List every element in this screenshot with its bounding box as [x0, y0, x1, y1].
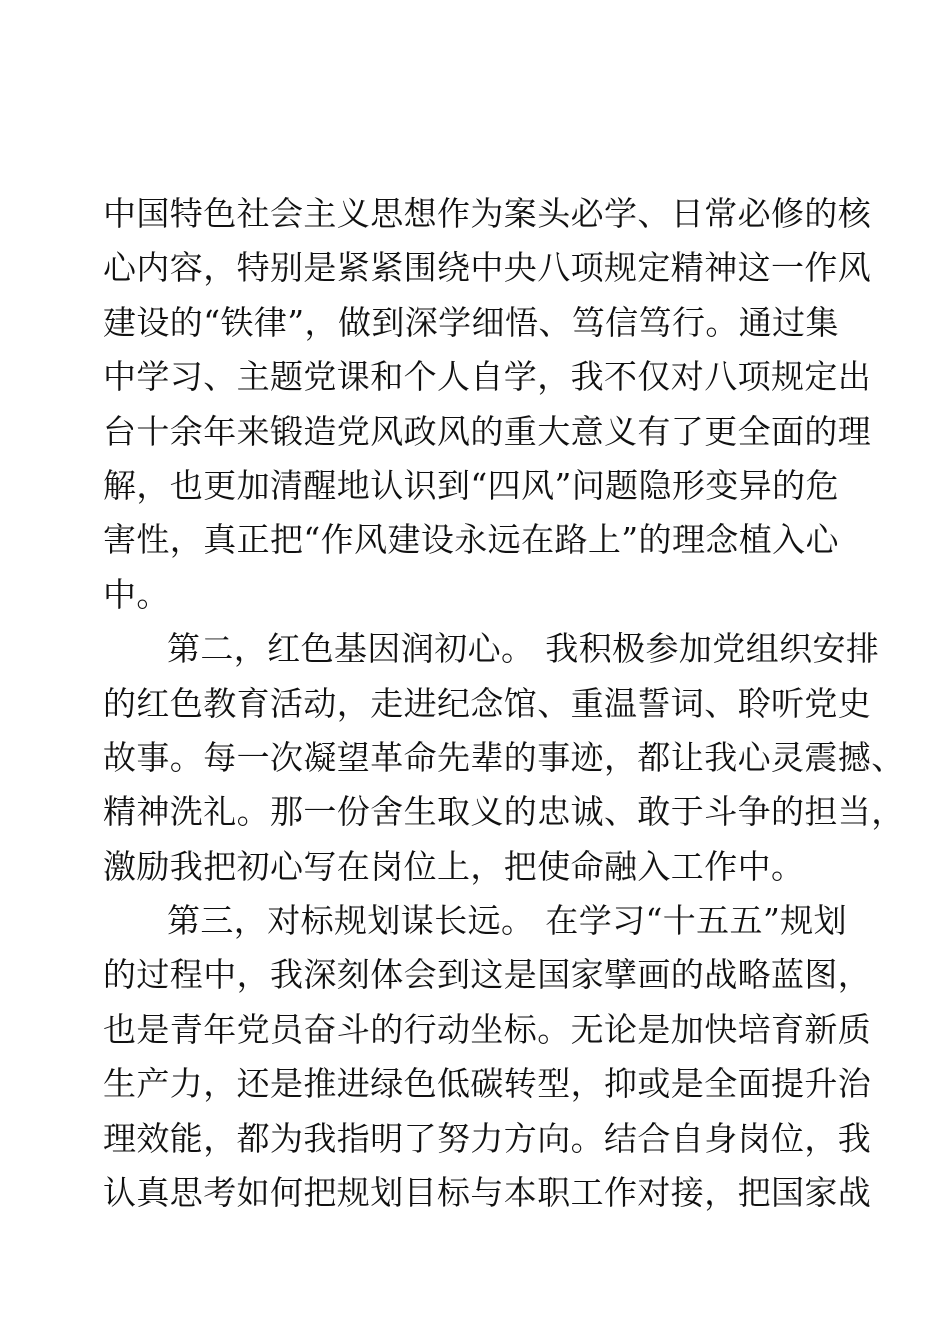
text-line: 解，也更加清醒地认识到“四风”问题隐形变异的危 — [103, 465, 839, 505]
text-line: 激励我把初心写在岗位上，把使命融入工作中。 — [103, 846, 805, 886]
text-line: 心内容，特别是紧紧围绕中央八项规定精神这一作风 — [103, 248, 872, 288]
text-line: 台十余年来锻造党风政风的重大意义有了更全面的理 — [103, 411, 872, 451]
text-line: 的过程中，我深刻体会到这是国家擘画的战略蓝图， — [103, 955, 872, 995]
text-line: 理效能，都为我指明了努力方向。结合自身岗位，我 — [103, 1118, 872, 1158]
paragraph-heading-line: 第三，对标规划谋长远。 在学习“十五五”规划 — [167, 901, 848, 941]
text-line: 生产力，还是推进绿色低碳转型，抑或是全面提升治 — [103, 1064, 872, 1104]
text-line: 建设的“铁律”，做到深学细悟、笃信笃行。通过集 — [103, 302, 839, 342]
paragraph-heading-line: 第二，红色基因润初心。 我积极参加党组织安排 — [167, 629, 880, 669]
text-line: 精神洗礼。那一份舍生取义的忠诚、敢于斗争的担当， — [103, 792, 905, 832]
text-line: 中。 — [103, 574, 170, 614]
text-line: 中学习、主题党课和个人自学，我不仅对八项规定出 — [103, 357, 872, 397]
body-text — [103, 187, 905, 1220]
text-line: 害性，真正把“作风建设永远在路上”的理念植入心 — [103, 520, 839, 560]
text-line: 中国特色社会主义思想作为案头必学、日常必修的核 — [103, 194, 872, 233]
text-line: 的红色教育活动，走进纪念馆、重温誓词、聆听党史 — [103, 683, 872, 723]
text-line: 故事。每一次凝望革命先辈的事迹，都让我心灵震撼、 — [103, 737, 905, 777]
text-line: 也是青年党员奋斗的行动坐标。无论是加快培育新质 — [103, 1009, 872, 1049]
text-line: 认真思考如何把规划目标与本职工作对接，把国家战 — [103, 1173, 872, 1213]
